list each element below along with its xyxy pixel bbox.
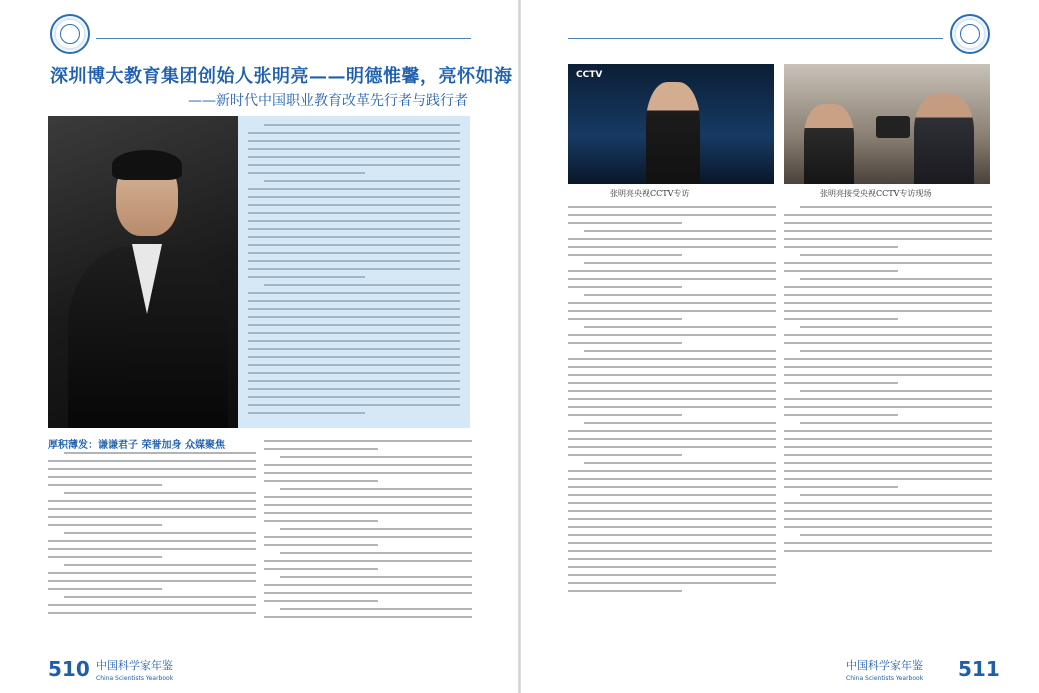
yearbook-emblem-icon [50, 14, 90, 54]
header-rule [96, 38, 471, 39]
biography-panel [238, 116, 470, 428]
footer-brand-en: China Scientists Yearbook [96, 675, 174, 682]
right-page [520, 0, 1039, 693]
portrait-photo [48, 116, 238, 428]
body-column-2 [264, 440, 472, 624]
header-rule [568, 38, 943, 39]
section-heading: 厚积薄发：谦谦君子 荣誉加身 众媒聚焦 [48, 440, 225, 451]
footer-brand: 中国科学家年鉴 [96, 659, 173, 672]
body-column-4 [784, 206, 992, 558]
cctv-logo: CCTV [576, 70, 603, 80]
yearbook-emblem-icon [950, 14, 990, 54]
photo-caption: 张明亮央视CCTV专访 [610, 189, 690, 198]
page-number: 510 [48, 657, 90, 681]
photo-caption: 张明亮接受央视CCTV专访现场 [820, 189, 932, 198]
footer-brand: 中国科学家年鉴 [846, 659, 923, 672]
cctv-interview-photo [568, 64, 774, 184]
article-title: 深圳博大教育集团创始人张明亮——明德惟馨，亮怀如海 [50, 66, 513, 87]
footer-brand-en: China Scientists Yearbook [846, 675, 924, 682]
cctv-studio-photo [784, 64, 990, 184]
biography-text-block [248, 124, 460, 420]
page-number: 511 [958, 657, 1000, 681]
body-column-3 [568, 206, 776, 598]
article-subtitle: ——新时代中国职业教育改革先行者与践行者 [188, 93, 468, 109]
body-column-1 [48, 452, 256, 620]
